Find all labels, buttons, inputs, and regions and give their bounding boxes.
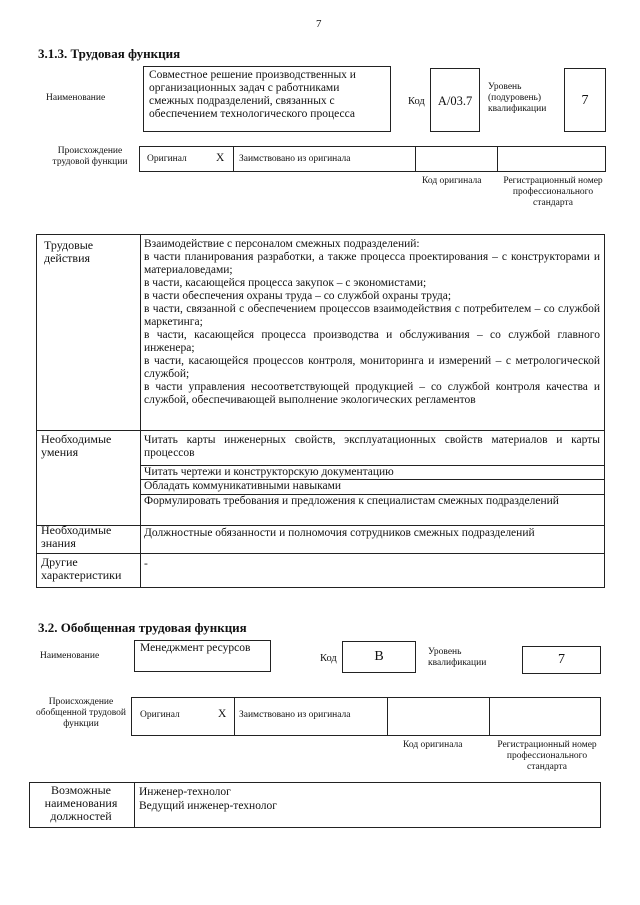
code-value-32: B bbox=[374, 649, 384, 664]
borrowed-label: Заимствовано из оригинала bbox=[239, 154, 351, 164]
original-label-32: Оригинал bbox=[140, 710, 180, 720]
action-item: в части, касающейся процессов контроля, мониторинга и измерений – с метрологической службой; bbox=[144, 355, 600, 380]
knowledge-label: Необходимые знания bbox=[41, 523, 112, 550]
level-value-32: 7 bbox=[558, 652, 565, 667]
positions-label: Возможные наименования должностей bbox=[44, 783, 118, 823]
original-label: Оригинал bbox=[147, 154, 187, 164]
origin-label: Происхождение трудовой функции bbox=[52, 146, 128, 167]
other-label: Другие характеристики bbox=[41, 555, 122, 582]
page-number: 7 bbox=[316, 18, 322, 30]
level-label: Уровень (подуровень) квалификации bbox=[488, 82, 547, 114]
level-label-32: Уровень квалификации bbox=[428, 647, 487, 668]
code-value-box-32 bbox=[342, 641, 416, 673]
actions-label: Трудовые действия bbox=[44, 238, 94, 265]
reg-number-label: Регистрационный номер профессионального стандарта bbox=[503, 176, 603, 208]
function-name-box bbox=[143, 66, 391, 132]
code-original-label-32: Код оригинала bbox=[403, 740, 463, 750]
position-item: Инженер-технолог bbox=[139, 786, 231, 798]
action-item: в части обеспечения охраны труда – со службой охраны труда; bbox=[144, 290, 452, 302]
action-item: в части, касающейся процесса производства и обслуживания – со службой главного инженера; bbox=[144, 329, 600, 354]
code-label: Код bbox=[408, 96, 425, 107]
section-313-heading: 3.1.3. Трудовая функция bbox=[38, 46, 181, 61]
original-mark: X bbox=[216, 152, 225, 164]
other-value: - bbox=[144, 558, 148, 570]
skills-label: Необходимые умения bbox=[41, 432, 112, 459]
level-value: 7 bbox=[581, 93, 589, 108]
level-value-box bbox=[564, 68, 606, 132]
action-item: в части планирования разработки, а также процесса проектирования – с конструкторами и материаловедами; bbox=[144, 251, 600, 276]
skill-item: Обладать коммуникативными навыками bbox=[144, 480, 342, 492]
action-item: в части, касающейся процесса закупок – с экономистами; bbox=[144, 277, 427, 289]
origin-label-32: Происхождение обобщенной трудовой функции bbox=[36, 697, 126, 729]
code-label-32: Код bbox=[320, 653, 337, 664]
generalized-name-value: Менеджмент ресурсов bbox=[140, 642, 251, 654]
reg-number-label-32: Регистрационный номер профессионального стандарта bbox=[497, 740, 597, 772]
code-original-label: Код оригинала bbox=[422, 176, 482, 186]
name-label: Наименование bbox=[46, 93, 106, 103]
skill-item: Формулировать требования и предложения к специалистам смежных подразделений bbox=[144, 495, 559, 507]
borrowed-label-32: Заимствовано из оригинала bbox=[239, 710, 351, 720]
origin-table-32 bbox=[131, 697, 601, 736]
skill-item: Читать чертежи и конструкторскую документацию bbox=[144, 466, 394, 478]
action-item: Взаимодействие с персоналом смежных подразделений: bbox=[144, 238, 420, 250]
generalized-name-box bbox=[134, 640, 271, 672]
knowledge-value: Должностные обязанности и полномочия сотрудников смежных подразделений bbox=[144, 527, 535, 539]
section-32-heading: 3.2. Обобщенная трудовая функция bbox=[38, 620, 247, 635]
origin-table bbox=[139, 146, 606, 172]
action-item: в части, связанной с обеспечением процессов взаимодействия с потребителем – со службой маркетинга; bbox=[144, 303, 600, 328]
code-value-box bbox=[430, 68, 480, 132]
actions-list bbox=[144, 238, 600, 407]
name-label-32: Наименование bbox=[40, 651, 100, 661]
skill-item: Читать карты инженерных свойств, эксплуатационных свойств материалов и карты процессов bbox=[144, 434, 600, 459]
action-item: в части управления несоответствующей продукцией – со службой контроля качества и службой, обеспечивающей выполнение экологических регламентов bbox=[144, 381, 600, 406]
original-mark-32: X bbox=[218, 708, 227, 720]
code-value: A/03.7 bbox=[437, 94, 473, 108]
level-value-box-32 bbox=[522, 646, 601, 674]
function-name-value: Совместное решение производственных и организационных задач с работниками смежных подразделений, связанных с обеспечением технологического процесса bbox=[149, 69, 356, 120]
position-item: Ведущий инженер-технолог bbox=[139, 800, 277, 812]
